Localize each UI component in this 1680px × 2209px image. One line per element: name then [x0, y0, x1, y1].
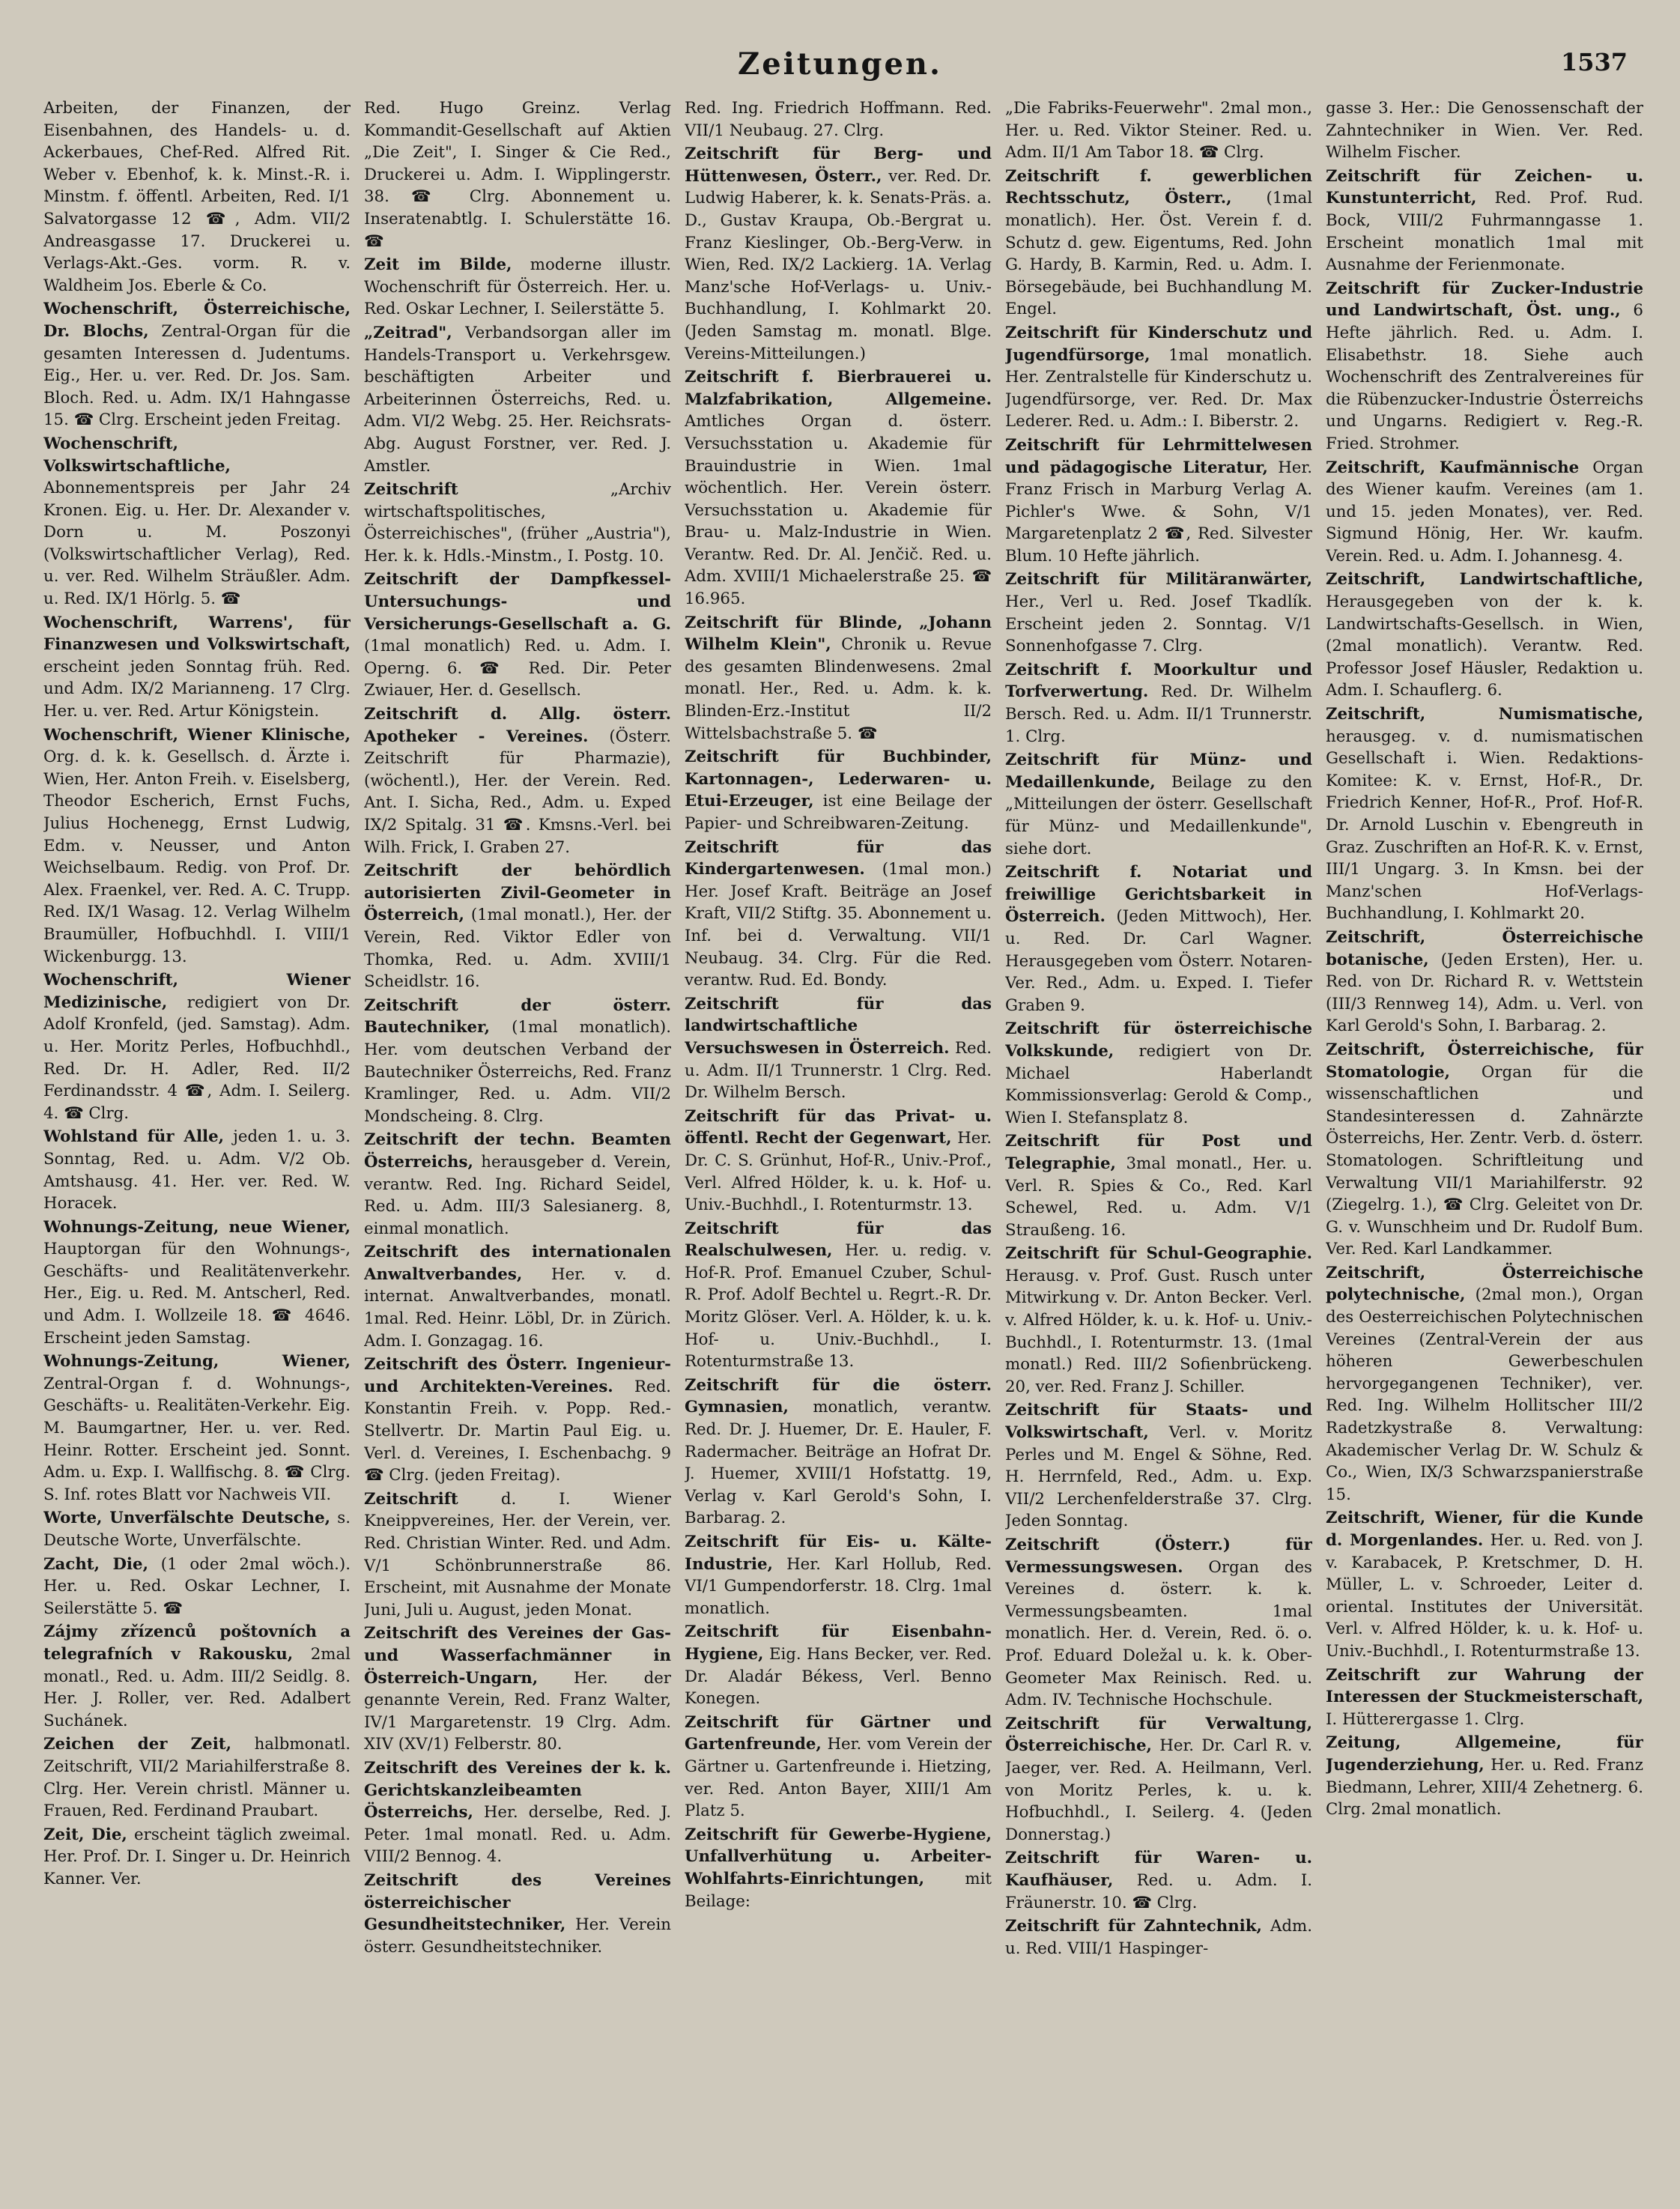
entry-heading: Zeitschrift für Gärtner und Gartenfreunde, [685, 1712, 992, 1754]
entry-body: Arbeiten, der Finanzen, der Eisenbahnen, des Handels- u. d. Ackerbaues, Chef-Red. Alfred Rit. Weber v. Ebenhof, k. k. Minst.-R. i. Minstm. f. öffentl. Arbeiten, Red. I/1 Salvatorgasse 12 ☎, Adm. VII/2 Andreasgasse 17. Druckerei u. Verlags-Akt.-Ges. vorm. R. v. Waldheim Jos. Eberle & Co. [43, 99, 351, 295]
entry-heading: „Zeitrad", [364, 323, 452, 342]
entry-body: Her. u. Red. Franz Biedmann, Lehrer, XIII/4 Zehetnerg. 6. Clrg. 2mal monatlich. [1326, 1755, 1643, 1819]
entry-body: Her., Verl u. Red. Josef Tkadlík. Erscheint jeden 2. Sonntag. V/1 Sonnenhofgasse 7. Clrg. [1005, 593, 1312, 656]
directory-entry [1005, 659, 1312, 748]
entry-heading: Zeichen der Zeit, [43, 1735, 232, 1754]
entry-body: Her. Dr. C. S. Grünhut, Hof-R., Univ.-Prof., Verl. Alfred Hölder, k. u. k. Hof- u. Univ.-Buchhdl., I. Rotenturmstr. 13. [685, 1129, 992, 1215]
entry-body: Red. Dr. Wilhelm Bersch. Red. u. Adm. II/1 Trunnerstr. 1. Clrg. [1005, 682, 1312, 746]
directory-entry [364, 1129, 671, 1240]
entry-body: (Jeden Ersten), Her. u. Red. von Dr. Richard R. v. Wettstein (III/3 Rennweg 14), Adm. u. Verl. von Karl Gerold's Sohn, I. Barbarag. 2. [1326, 950, 1643, 1036]
directory-entry [1326, 1039, 1643, 1261]
directory-entry [364, 254, 671, 321]
entry-heading: Zeitschrift der behördlich autorisierten Zivil-Geometer in Österreich, [364, 861, 671, 925]
entry-heading: Zeit im Bilde, [364, 255, 512, 275]
entry-body: (1mal mon.) Her. Josef Kraft. Beiträge an Josef Kraft, VII/2 Stiftg. 35. Abonnement u. Inf. bei d. Verwaltung. VII/1 Neubaug. 34. Clrg. Für die Red. verantw. Rud. Ed. Bondy. [685, 860, 992, 990]
directory-entry [43, 969, 351, 1124]
entry-body: „Archiv wirtschaftspolitisches, Österreichisches", (früher „Austria"), Her. k. k. Hdls.-Minstm., I. Postg. 10. [364, 480, 671, 566]
entry-body: redigiert von Dr. Adolf Kronfeld, (jed. Samstag). Adm. u. Her. Moritz Perles, Hofbuchhdl., Red. Dr. H. Adler, Red. II/2 Ferdinandsstr. 4 ☎, Adm. I. Seilerg. 4. ☎ Clrg. [43, 993, 351, 1123]
entry-heading: Zeitschrift (Österr.) für Vermessungswesen. [1005, 1536, 1312, 1577]
directory-entry [1326, 457, 1643, 568]
entry-body: Organ des Vereines d. österr. k. k. Vermessungsbeamten. 1mal monatlich. Her. d. Verein, Red. ö. o. Prof. Eduard Doležal u. k. k. Ober-Geometer Max Reinisch. Red. u. Adm. IV. Technische Hochschule. [1005, 1557, 1312, 1710]
entry-body: Her. u. redig. v. Hof-R. Prof. Emanuel Czuber, Schul-R. Prof. Adolf Bechtel u. Regrt.-R. Dr. Moritz Glöser. Verl. A. Hölder, k. u. k. Hof- u. Univ.-Buchhdl., I. Rotenturmstraße 13. [685, 1241, 992, 1372]
directory-entry [1326, 97, 1643, 164]
directory-entry [1005, 1018, 1312, 1129]
entry-body: (Jeden Mittwoch), Her. u. Red. Dr. Carl Wagner. Herausgegeben vom Österr. Notaren-Ver. Red., Adm. u. Exped. I. Tiefer Graben 9. [1005, 907, 1312, 1015]
directory-entry [364, 703, 671, 858]
entry-body: Eig. Hans Becker, ver. Red. Dr. Aladár Békess, Verl. Benno Konegen. [685, 1644, 992, 1709]
directory-entry [43, 433, 351, 610]
entry-heading: Zeitschrift für Blinde, „Johann Wilhelm Klein", [685, 613, 992, 655]
entry-heading: Wohlstand für Alle, [43, 1127, 225, 1147]
directory-entry [43, 1733, 351, 1822]
entry-body: s. Deutsche Worte, Unverfälschte. [43, 1509, 351, 1550]
directory-entry [685, 1531, 992, 1619]
entry-heading: Zeitschrift der Dampfkessel-Untersuchungs- und Versicherungs-Gesellschaft a. G. [364, 570, 671, 634]
directory-entry [364, 1870, 671, 1958]
entry-heading: Wochenschrift, Warrens', für Finanzwesen und Volkswirtschaft, [43, 613, 351, 655]
directory-entry [43, 1554, 351, 1620]
directory-entry [1005, 97, 1312, 164]
column-1 [43, 97, 351, 2187]
entry-body: redigiert von Dr. Michael Haberlandt Kommissionsverlag: Gerold & Comp., Wien I. Stefansplatz 8. [1005, 1041, 1312, 1127]
entry-body: (Österr. Zeitschrift für Pharmazie), (wöchentl.), Her. der Verein. Red. Ant. I. Sicha, Red., Adm. u. Exped IX/2 Spitalg. 31 ☎. Kmsns.-Verl. bei Wilh. Frick, I. Graben 27. [364, 727, 671, 857]
entry-body: Abonnementspreis per Jahr 24 Kronen. Eig. u. Her. Dr. Alexander v. Dorn u. M. Poszonyi (Volkswirtschaftlicher Verlag), Red. u. ver. Red. Wilhelm Sträußler. Adm. u. Red. IX/1 Hörlg. 5. ☎ [43, 479, 351, 609]
entry-body: erscheint jeden Sonntag früh. Red. und Adm. IX/2 Marianneng. 17 Clrg. Her. u. ver. Red. Artur Königstein. [43, 657, 351, 721]
directory-entry [1005, 1915, 1312, 1960]
entry-heading: Zeitschrift, Wiener, für die Kunde d. Morgenlandes. [1326, 1509, 1643, 1550]
entry-heading: Wohnungs-Zeitung, Wiener, [43, 1352, 351, 1372]
entry-body: Red. Ing. Friedrich Hoffmann. Red. VII/1 Neubaug. 27. Clrg. [685, 99, 992, 140]
directory-entry [685, 837, 992, 992]
directory-entry [1005, 322, 1312, 433]
section-title: Zeitungen. [738, 46, 942, 82]
entry-body: „Die Fabriks-Feuerwehr". 2mal mon., Her. u. Red. Viktor Steiner. Red. u. Adm. II/1 Am Tabor 18. ☎ Clrg. [1005, 99, 1312, 163]
entry-heading: Wochenschrift, Wiener Medizinische, [43, 971, 351, 1012]
entry-body: Chronik u. Revue des gesamten Blindenwesens. 2mal monatl. Her., Red. u. Adm. k. k. Blinden-Erz.-Institut II/2 Wittelsbachstraße 5. ☎ [685, 635, 992, 743]
entry-heading: Zeitschrift für Waren- u. Kaufhäuser, [1005, 1849, 1312, 1890]
directory-entry [364, 322, 671, 477]
entry-heading: Zacht, Die, [43, 1554, 148, 1574]
directory-entry [685, 1712, 992, 1822]
directory-entry [685, 1621, 992, 1709]
entry-heading: Zeitschrift für Post und Telegraphie, [1005, 1132, 1312, 1173]
entry-body: (1mal monatlich). Her. Öst. Verein f. d. Schutz d. gew. Eigentums, Red. John G. Hardy, B. Karmin, Red. u. Adm. I. Börsegebäude, bei Buchhandlung M. Engel. [1005, 189, 1312, 319]
directory-entry [364, 479, 671, 567]
entry-body: moderne illustr. Wochenschrift für Österreich. Her. u. Red. Oskar Lechner, I. Seilerstätte 5. [364, 255, 671, 319]
directory-entry [685, 993, 992, 1104]
entry-body: Her. derselbe, Red. J. Peter. 1mal monatl. Red. u. Adm. VIII/2 Bennog. 4. [364, 1803, 671, 1867]
entry-body: 6 Hefte jährlich. Red. u. Adm. I. Elisabethstr. 18. Siehe auch Wochenschrift des Zentralvereines für die Rübenzucker-Industrie Österreichs und Ungarns. Redigiert v. Reg.-R. Fried. Strohmer. [1326, 301, 1643, 453]
entry-body: Org. d. k. k. Gesellsch. d. Ärzte i. Wien, Her. Anton Freih. v. Eiselsberg, Theodor Escherich, Ernst Fuchs, Julius Hochenegg, Ernst Ludwig, Edm. v. Neusser, und Anton Weichselbaum. Redig. von Prof. Dr. Alex. Fraenkel, ver. Red. A. C. Trupp. Red. IX/1 Wasag. 12. Verlag Wilhelm Braumüller, Hofbuchhdl. I. VIII/1 Wickenburgg. 13. [43, 748, 351, 966]
directory-entry [685, 97, 992, 142]
directory-entry [1005, 1847, 1312, 1914]
entry-body: Organ des Wiener kaufm. Vereines (am 1. und 15. jeden Monates), ver. Red. Sigmund Hönig, Her. Wr. kaufm. Verein. Red. u. Adm. I. Johannesg. 4. [1326, 458, 1643, 566]
directory-entry [685, 612, 992, 745]
entry-body: jeden 1. u. 3. Sonntag, Red. u. Adm. V/2 Ob. Amtshausg. 41. Her. ver. Red. W. Horacek. [43, 1127, 351, 1213]
entry-body: monatlich, verantw. Red. Dr. J. Huemer, Dr. E. Hauler, F. Radermacher. Beiträge an Hofrat Dr. J. Huemer, XVIII/1 Hofstattg. 19, Verlag v. Karl Gerold's Sohn, I. Barbarag. 2. [685, 1398, 992, 1528]
entry-heading: Zeitschrift, Österreichische polytechnische, [1326, 1263, 1643, 1305]
entry-heading: Zeitschrift [364, 1489, 458, 1509]
entry-heading: Zeitschrift für Kinderschutz und Jugendfürsorge, [1005, 323, 1312, 365]
entry-body: Beilage zu den „Mitteilungen der österr. Gesellschaft für Münz- und Medaillenkunde", siehe dort. [1005, 772, 1312, 858]
entry-body: 1mal monatlich. Her. Zentralstelle für Kinderschutz u. Jugendfürsorge, ver. Red. Dr. Max Lederer. Red. u. Adm.: I. Biberstr. 2. [1005, 345, 1312, 431]
entry-body: Zentral-Organ für die gesamten Interessen d. Judentums. Eig., Her. u. ver. Red. Dr. Jos. Sam. Bloch. Red. u. Adm. IX/1 Hahngasse 15. ☎ Clrg. Erscheint jeden Freitag. [43, 321, 351, 430]
entry-body: (1mal monatlich) Red. u. Adm. I. Operng. 6. ☎ Red. Dir. Peter Zwiauer, Her. d. Gesellsch. [364, 637, 671, 700]
entry-heading: Zeitschrift, Landwirtschaftliche, [1326, 570, 1643, 590]
entry-heading: Zeitschrift für Zahntechnik, [1005, 1917, 1262, 1936]
directory-entry [685, 1375, 992, 1530]
column-5 [1326, 97, 1643, 2187]
entry-heading: Zeitschrift des Vereines der k. k. Gerichtskanzleibeamten Österreichs, [364, 1758, 671, 1822]
column-2 [364, 97, 671, 2187]
directory-entry [364, 569, 671, 702]
directory-entry [1326, 703, 1643, 925]
directory-entry [1005, 861, 1312, 1016]
entry-body: Her. vom Verein der Gärtner u. Gartenfreunde i. Hietzing, ver. Red. Anton Bayer, XIII/1 Am Platz 5. [685, 1735, 992, 1821]
directory-entry [1326, 278, 1643, 455]
directory-entry [1005, 1243, 1312, 1398]
entry-body: Adm. u. Red. VIII/1 Haspinger- [1005, 1917, 1312, 1958]
directory-entry [43, 1507, 351, 1551]
entry-body: halbmonatl. Zeitschrift, VII/2 Mariahilferstraße 8. Clrg. Her. Verein christl. Männer u. Frauen, Red. Ferdinand Praubart. [43, 1735, 351, 1821]
entry-body: Her. Dr. Carl R. v. Jaeger, ver. Red. A. Heilmann, Verl. von Moritz Perles, k. u. k. Hofbuchhdl., I. Seilerg. 4. (Jeden Donnerstag.) [1005, 1736, 1312, 1844]
directory-entry [43, 724, 351, 969]
entry-heading: Zeitschrift f. Notariat und freiwillige Gerichtsbarkeit in Österreich. [1005, 863, 1312, 927]
entry-heading: Zeitschrift für Staats- und Volkswirtschaft, [1005, 1401, 1312, 1443]
entry-body: (1 oder 2mal wöch.). Her. u. Red. Oskar Lechner, I. Seilerstätte 5. ☎ [43, 1554, 351, 1618]
entry-body: herausgeg. v. d. numismatischen Gesellschaft i. Wien. Redaktions-Komitee: K. v. Ernst, Hof-R., Dr. Friedrich Kenner, Hof-R., Prof. Hof-R. Dr. Arnold Luschin v. Ebengreuth in Graz. Zuschriften an Hof-R. K. v. Ernst, III/1 Ungarg. 3. In Kmsn. bei der Manz'schen Hof-Verlags-Buchhandlung, I. Kohlmarkt 20. [1326, 727, 1643, 924]
entry-heading: Zeit, Die, [43, 1825, 127, 1844]
entry-heading: Zeitschrift f. gewerblichen Rechtsschutz, Österr., [1005, 166, 1312, 208]
directory-entry [364, 1354, 671, 1487]
directory-entry [43, 1621, 351, 1732]
entry-body: erscheint täglich zweimal. Her. Prof. Dr. I. Singer u. Dr. Heinrich Kanner. Ver. [43, 1825, 351, 1888]
directory-entry [1005, 1130, 1312, 1241]
page-number: 1537 [1560, 48, 1628, 76]
directory-entry [1005, 1399, 1312, 1533]
entry-heading: Zájmy zřízenců poštovních a telegrafních v Rakousku, [43, 1622, 351, 1664]
entry-heading: Zeitschrift, Numismatische, [1326, 705, 1643, 724]
entry-heading: Zeitschrift für Schul-Geographie. [1005, 1244, 1312, 1264]
entry-body: Red. u. Adm. I. Fräunerstr. 10. ☎ Clrg. [1005, 1870, 1312, 1912]
entry-heading: Zeitschrift, Kaufmännische [1326, 458, 1580, 477]
directory-entry [364, 1757, 671, 1868]
entry-body: Red. Prof. Rud. Bock, VIII/2 Fuhrmanngasse 1. Erscheint monatlich 1mal mit Ausnahme der Ferienmonate. [1326, 189, 1643, 275]
entry-body: Red. Hugo Greinz. Verlag Kommandit-Gesellschaft auf Aktien „Die Zeit", I. Singer & Cie Red., Druckerei u. Adm. I. Wipplingerstr. 38. ☎ Clrg. Abonnement u. Inseratenabtlg. I. Schulerstätte 16. ☎ [364, 99, 671, 251]
entry-body: Verl. v. Moritz Perles und M. Engel & Söhne, Red. H. Herrnfeld, Red., Adm. u. Exp. VII/2 Lerchenfelderstraße 37. Clrg. Jeden Sonntag. [1005, 1423, 1312, 1531]
entry-body: Her. Verein österr. Gesundheitstechniker. [364, 1915, 671, 1957]
entry-body: (1mal monatlich). Her. vom deutschen Verband der Bautechniker Österreichs, Red. Franz Kramlinger, Red. u. Adm. VII/2 Mondscheing. 8. Clrg. [364, 1018, 671, 1126]
directory-entry [43, 1351, 351, 1506]
directory-entry [685, 1218, 992, 1373]
directory-entry [1326, 1507, 1643, 1662]
directory-entry [364, 1622, 671, 1756]
entry-body: Herausg. v. Prof. Gust. Rusch unter Mitwirkung v. Dr. Anton Becker. Verl. v. Alfred Hölder, k. u. k. Hof- u. Univ.-Buchhdl., I. Rotenturmstr. 13. (1mal monatl.) Red. III/2 Sofienbrückeng. 20, ver. Red. Franz J. Schiller. [1005, 1266, 1312, 1396]
entry-heading: Wochenschrift, Wiener Klinische, [43, 725, 351, 745]
directory-entry [1005, 569, 1312, 657]
directory-entry [43, 1126, 351, 1214]
directory-entry [43, 97, 351, 297]
entry-heading: Zeitschrift, Österreichische, für Stomatologie, [1326, 1040, 1643, 1082]
entry-heading: Zeitschrift für das Realschulwesen, [685, 1219, 992, 1261]
entry-body: Her. Franz Frisch in Marburg Verlag A. Pichler's Wwe. & Sohn, V/1 Margaretenplatz 2 ☎, Red. Silvester Blum. 10 Hefte jährlich. [1005, 458, 1312, 566]
entry-heading: Zeitschrift [364, 480, 458, 500]
directory-entry [685, 1106, 992, 1216]
entry-heading: Zeitschrift für die österr. Gymnasien, [685, 1375, 992, 1417]
entry-heading: Zeitschrift für Eis- u. Kälte-Industrie, [685, 1533, 992, 1574]
directory-entry [1005, 166, 1312, 321]
entry-body: Her. der genannte Verein, Red. Franz Walter, IV/1 Margaretenstr. 19 Clrg. Adm. XIV (XV/1) Felberstr. 80. [364, 1668, 671, 1754]
directory-entry [1326, 569, 1643, 702]
columns-container [43, 97, 1643, 2187]
directory-entry [685, 143, 992, 365]
directory-entry [43, 1216, 351, 1350]
entry-body: Hauptorgan für den Wohnungs-, Geschäfts- und Realitätenverkehr. Her., Eig. u. Red. M. Antscherl, Red. und Adm. I. Wollzeile 18. ☎ 4646. Erscheint jeden Samstag. [43, 1240, 351, 1348]
entry-heading: Zeitschrift für Zeichen- u. Kunstunterricht, [1326, 166, 1643, 208]
entry-body: Zentral-Organ f. d. Wohnungs-, Geschäfts- u. Realitäten-Verkehr. Eig. M. Baumgartner, Her. u. ver. Red. Heinr. Rotter. Erscheint jed. Sonnt. Adm. u. Exp. I. Wallfischg. 8. ☎ Clrg. S. Inf. rotes Blatt vor Nachweis VII. [43, 1374, 351, 1504]
directory-entry [43, 1824, 351, 1891]
entry-heading: Zeitung, Allgemeine, für Jugenderziehung, [1326, 1733, 1643, 1775]
entry-heading: Zeitschrift des Österr. Ingenieur- und Architekten-Vereines. [364, 1355, 671, 1396]
entry-body: Organ für die wissenschaftlichen und Standesinteressen d. Zahnärzte Österreichs, Her. Zentr. Verb. d. österr. Stomatologen. Schriftleitung und Verwaltung VII/1 Mariahilferstr. 92 (Ziegelrg. 1.), ☎ Clrg. Geleitet von Dr. G. v. Wunschheim und Dr. Rudolf Bum. Ver. Red. Karl Landkammer. [1326, 1062, 1643, 1259]
entry-body: Her. u. Red. von J. v. Karabacek, P. Kretschmer, D. H. Müller, L. v. Schroeder, Leiter d. oriental. Institutes der Universität. Verl. v. Alfred Hölder, k. u. k. Hof- u. Univ.-Buchhdl., I. Rotenturmstraße 13. [1326, 1531, 1643, 1661]
directory-entry [1005, 749, 1312, 860]
entry-body: d. I. Wiener Kneippvereines, Her. der Verein, ver. Red. Christian Winter. Red. und Adm. V/1 Schönbrunnerstraße 86. Erscheint, mit Ausnahme der Monate Juni, Juli u. August, jeden Monat. [364, 1489, 671, 1619]
directory-entry [43, 612, 351, 723]
column-3 [685, 97, 992, 2187]
entry-heading: Zeitschrift für das Kindergartenwesen. [685, 837, 992, 879]
entry-heading: Zeitschrift d. Allg. österr. Apotheker - Vereines. [364, 705, 671, 746]
entry-heading: Wochenschrift, Österreichische, Dr. Blochs, [43, 300, 351, 341]
entry-heading: Zeitschrift des Vereines der Gas- und Wasserfachmänner in Österreich-Ungarn, [364, 1624, 671, 1688]
directory-entry [364, 1488, 671, 1622]
directory-entry [1326, 1262, 1643, 1506]
directory-entry [1326, 1732, 1643, 1820]
directory-entry [1005, 1534, 1312, 1712]
entry-heading: Wochenschrift, Volkswirtschaftliche, [43, 434, 231, 476]
directory-entry [43, 298, 351, 431]
directory-entry [364, 1241, 671, 1352]
entry-heading: Worte, Unverfälschte Deutsche, [43, 1509, 331, 1528]
entry-heading: Zeitschrift für das landwirtschaftliche Versuchswesen in Österreich. [685, 994, 992, 1058]
entry-body: Amtliches Organ d. österr. Versuchsstation u. Akademie für Brauindustrie in Wien. 1mal wöchentlich. Her. Verein österr. Versuchsstation u. Akademie für Brau- u. Malz-Industrie in Wien. Verantw. Red. Dr. Al. Jenčič. Red. u. Adm. XVIII/1 Michaelerstraße 25. ☎ 16.965. [685, 412, 992, 609]
entry-body: herausgeber d. Verein, verantw. Red. Ing. Richard Seidel, Red. u. Adm. III/3 Salesianerg. 8, einmal monatlich. [364, 1152, 671, 1238]
entry-heading: Zeitschrift des Vereines österreichischer Gesundheitstechniker, [364, 1870, 671, 1935]
entry-heading: Zeitschrift für Eisenbahn-Hygiene, [685, 1622, 992, 1664]
entry-body: ver. Red. Dr. Ludwig Haberer, k. k. Senats-Präs. a. D., Gustav Kraupa, Ob.-Bergrat u. Franz Kieslinger, Ob.-Berg-Verw. in Wien, Red. IX/2 Lackierg. 1A. Verlag Manz'sche Hof-Verlags- u. Univ.-Buchhandlung, I. Kohlmarkt 20. (Jeden Samstag m. monatl. Blge. Vereins-Mitteilungen.) [685, 166, 992, 363]
directory-entry [364, 995, 671, 1128]
entry-body: mit Beilage: [685, 1869, 992, 1911]
entry-body: Her. Karl Hollub, Red. VI/1 Gumpendorferstr. 18. Clrg. 1mal monatlich. [685, 1554, 992, 1618]
entry-body: (2mal mon.), Organ des Oesterreichischen Polytechnischen Vereines (Zentral-Verein der aus höheren Gewerbeschulen hervorgegangenen Techniker), ver. Red. Ing. Wilhelm Hollitscher III/2 Radetzkystraße 8. Verwaltung: Akademischer Verlag Dr. W. Schulz & Co., Wien, IX/3 Schwarzspanierstraße 15. [1326, 1285, 1643, 1504]
entry-heading: Zeitschrift für Berg- und Hüttenwesen, Österr., [685, 145, 992, 186]
entry-body: I. Hütterergasse 1. Clrg. [1326, 1709, 1525, 1729]
directory-entry [685, 746, 992, 834]
directory-entry [1326, 927, 1643, 1037]
entry-heading: Zeitschrift zur Wahrung der Interessen der Stuckmeisterschaft, [1326, 1665, 1643, 1707]
entry-heading: Zeitschrift f. Bierbrauerei u. Malzfabrikation, Allgemeine. [685, 368, 992, 409]
directory-entry [364, 860, 671, 993]
entry-body: ist eine Beilage der Papier- und Schreibwaren-Zeitung. [685, 792, 992, 833]
directory-entry [1326, 1664, 1643, 1731]
directory-entry [685, 1824, 992, 1912]
entry-heading: Zeitschrift für Münz- und Medaillenkunde, [1005, 751, 1312, 792]
entry-heading: Zeitschrift des internationalen Anwaltverbandes, [364, 1243, 671, 1284]
entry-heading: Zeitschrift für österreichische Volkskunde, [1005, 1019, 1312, 1061]
directory-entry [364, 97, 671, 252]
entry-heading: Zeitschrift für Gewerbe-Hygiene, Unfallverhütung u. Arbeiter-Wohlfahrts-Einrichtungen, [685, 1825, 992, 1888]
entry-heading: Wohnungs-Zeitung, neue Wiener, [43, 1217, 351, 1237]
entry-body: 3mal monatl., Her. u. Verl. R. Spies & Co., Red. Karl Schewel, Red. u. Adm. V/1 Straußeng. 16. [1005, 1154, 1312, 1240]
column-4 [1005, 97, 1312, 2187]
entry-heading: Zeitschrift der techn. Beamten Österreichs, [364, 1130, 671, 1172]
entry-body: Verbandsorgan aller im Handels-Transport u. Verkehrsgew. beschäftigten Arbeiter und Arbeiterinnen Österreichs, Red. u. Adm. VI/2 Webg. 25. Her. Reichsrats-Abg. August Forstner, ver. Red. J. Amstler. [364, 323, 671, 476]
entry-body: Herausgegeben von der k. k. Landwirtschafts-Gesellsch. in Wien, (2mal monatlich). Verantw. Red. Professor Josef Häusler, Redaktion u. Adm. I. Schauflerg. 6. [1326, 593, 1643, 700]
directory-entry [1326, 166, 1643, 276]
entry-heading: Zeitschrift, Österreichische botanische, [1326, 927, 1643, 969]
entry-body: (1mal monatl.), Her. der Verein, Red. Viktor Edler von Thomka, Red. u. Adm. XVIII/1 Scheidlstr. 16. [364, 906, 671, 992]
entry-body: 2mal monatl., Red. u. Adm. III/2 Seidlg. 8. Her. J. Roller, ver. Red. Adalbert Suchánek. [43, 1644, 351, 1730]
entry-heading: Zeitschrift für Lehrmittelwesen und pädagogische Literatur, [1005, 435, 1312, 477]
entry-heading: Zeitschrift für Militäranwärter, [1005, 570, 1312, 590]
directory-entry [1005, 1713, 1312, 1846]
entry-heading: Zeitschrift für Zucker-Industrie und Landwirtschaft, Öst. ung., [1326, 279, 1643, 321]
entry-heading: Zeitschrift für Verwaltung, Österreichische, [1005, 1714, 1312, 1756]
entry-heading: Zeitschrift der österr. Bautechniker, [364, 996, 671, 1037]
entry-body: Red. u. Adm. II/1 Trunnerstr. 1 Clrg. Red. Dr. Wilhelm Bersch. [685, 1038, 992, 1103]
entry-body: Her. v. d. internat. Anwaltverbandes, monatl. 1mal. Red. Heinr. Löbl, Dr. in Zürich. Adm. I. Gonzagag. 16. [364, 1264, 671, 1351]
entry-body: gasse 3. Her.: Die Genossenschaft der Zahntechniker in Wien. Ver. Red. Wilhelm Fischer. [1326, 99, 1643, 163]
entry-body: Red. Konstantin Freih. v. Popp. Red.-Stellvertr. Dr. Martin Paul Eig. u. Verl. d. Vereines, I. Eschenbachg. 9 ☎ Clrg. (jeden Freitag). [364, 1377, 671, 1485]
entry-heading: Zeitschrift für Buchbinder, Kartonnagen-, Lederwaren- u. Etui-Erzeuger, [685, 748, 992, 811]
entry-heading: Zeitschrift f. Moorkultur und Torfverwertung. [1005, 660, 1312, 702]
directory-entry [685, 366, 992, 610]
directory-entry [1005, 434, 1312, 568]
page-header [45, 46, 1635, 91]
entry-heading: Zeitschrift für das Privat- u. öffentl. Recht der Gegenwart, [685, 1106, 992, 1148]
